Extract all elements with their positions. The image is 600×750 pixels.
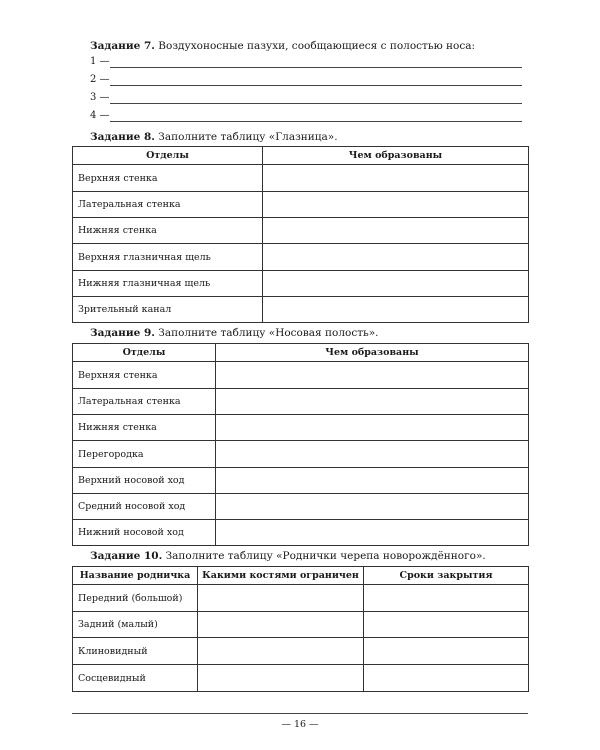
column-header: Сроки закрытия: [364, 567, 529, 585]
answer-rule: [110, 85, 522, 86]
table-row: [73, 638, 529, 665]
answer-cell[interactable]: [216, 389, 529, 415]
table-row: [73, 218, 529, 244]
row-label: Перегородка: [73, 441, 216, 468]
answer-cell[interactable]: [216, 441, 529, 468]
column-header: Отделы: [73, 147, 263, 165]
table-row: [73, 494, 529, 520]
row-label: Средний носовой ход: [73, 494, 216, 520]
row-label: Сосцевидный: [73, 665, 198, 692]
task9-text: Заполните таблицу «Носовая полость».: [154, 327, 379, 339]
task7-item-number: 1 —: [90, 56, 110, 67]
table-row: [73, 415, 529, 441]
answer-cell[interactable]: [216, 362, 529, 389]
row-label: Клиновидный: [73, 638, 198, 665]
table-row: [73, 441, 529, 468]
task7-item-number: 4 —: [90, 110, 110, 121]
task7-answer-line[interactable]: [90, 112, 522, 124]
answer-cell[interactable]: [198, 638, 364, 665]
answer-rule: [110, 67, 522, 68]
answer-cell[interactable]: [263, 218, 529, 244]
task7-heading: [90, 40, 475, 52]
task7-text: Воздухоносные пазухи, сообщающиеся с полостью носа:: [154, 40, 476, 52]
row-label: Передний (большой): [73, 585, 198, 612]
table-header-row: [73, 344, 529, 362]
task10-label: Задание 10.: [90, 550, 163, 562]
answer-cell[interactable]: [198, 612, 364, 638]
answer-cell[interactable]: [263, 244, 529, 271]
answer-rule: [110, 121, 522, 122]
row-label: Нижняя стенка: [73, 415, 216, 441]
page-number: — 16 —: [281, 719, 319, 730]
task9-label: Задание 9.: [90, 327, 155, 339]
row-label: Верхняя глазничная щель: [73, 244, 263, 271]
table-header-row: [73, 567, 529, 585]
row-label: Верхний носовой ход: [73, 468, 216, 494]
answer-cell[interactable]: [263, 271, 529, 297]
answer-cell[interactable]: [216, 415, 529, 441]
column-header: Отделы: [73, 344, 216, 362]
table-row: [73, 192, 529, 218]
task8-label: Задание 8.: [90, 131, 155, 143]
answer-cell[interactable]: [263, 192, 529, 218]
table-row: [73, 165, 529, 192]
answer-cell[interactable]: [364, 638, 529, 665]
task10-heading: [90, 550, 486, 562]
row-label: Верхняя стенка: [73, 165, 263, 192]
answer-cell[interactable]: [263, 297, 529, 323]
table-row: [73, 585, 529, 612]
task7-label: Задание 7.: [90, 40, 155, 52]
column-header: Какими костями ограничен: [198, 567, 364, 585]
answer-cell[interactable]: [198, 585, 364, 612]
table-row: [73, 244, 529, 271]
answer-cell[interactable]: [364, 612, 529, 638]
task9-heading: [90, 327, 378, 339]
nasal-cavity-table: [72, 343, 529, 546]
task8-heading: [90, 131, 338, 143]
row-label: Задний (малый): [73, 612, 198, 638]
table-row: [73, 520, 529, 546]
column-header: Название родничка: [73, 567, 198, 585]
answer-cell[interactable]: [364, 665, 529, 692]
task7-item-number: 2 —: [90, 74, 110, 85]
task7-answer-line[interactable]: [90, 94, 522, 106]
row-label: Зрительный канал: [73, 297, 263, 323]
table-row: [73, 665, 529, 692]
footer-divider: [72, 713, 528, 714]
row-label: Нижняя стенка: [73, 218, 263, 244]
table-row: [73, 271, 529, 297]
column-header: Чем образованы: [263, 147, 529, 165]
task7-answer-line[interactable]: [90, 58, 522, 70]
row-label: Нижний носовой ход: [73, 520, 216, 546]
orbit-table: [72, 146, 529, 323]
fontanelles-table: [72, 566, 529, 692]
row-label: Латеральная стенка: [73, 192, 263, 218]
answer-cell[interactable]: [198, 665, 364, 692]
answer-cell[interactable]: [216, 494, 529, 520]
task8-text: Заполните таблицу «Глазница».: [154, 131, 338, 143]
answer-cell[interactable]: [216, 520, 529, 546]
task10-text: Заполните таблицу «Роднички черепа новорождённого».: [162, 550, 486, 562]
answer-cell[interactable]: [216, 468, 529, 494]
table-header-row: [73, 147, 529, 165]
table-row: [73, 297, 529, 323]
table-row: [73, 389, 529, 415]
answer-cell[interactable]: [364, 585, 529, 612]
table-row: [73, 612, 529, 638]
task7-answer-line[interactable]: [90, 76, 522, 88]
row-label: Латеральная стенка: [73, 389, 216, 415]
task7-item-number: 3 —: [90, 92, 110, 103]
row-label: Нижняя глазничная щель: [73, 271, 263, 297]
table-row: [73, 362, 529, 389]
column-header: Чем образованы: [216, 344, 529, 362]
answer-cell[interactable]: [263, 165, 529, 192]
answer-rule: [110, 103, 522, 104]
table-row: [73, 468, 529, 494]
row-label: Верхняя стенка: [73, 362, 216, 389]
